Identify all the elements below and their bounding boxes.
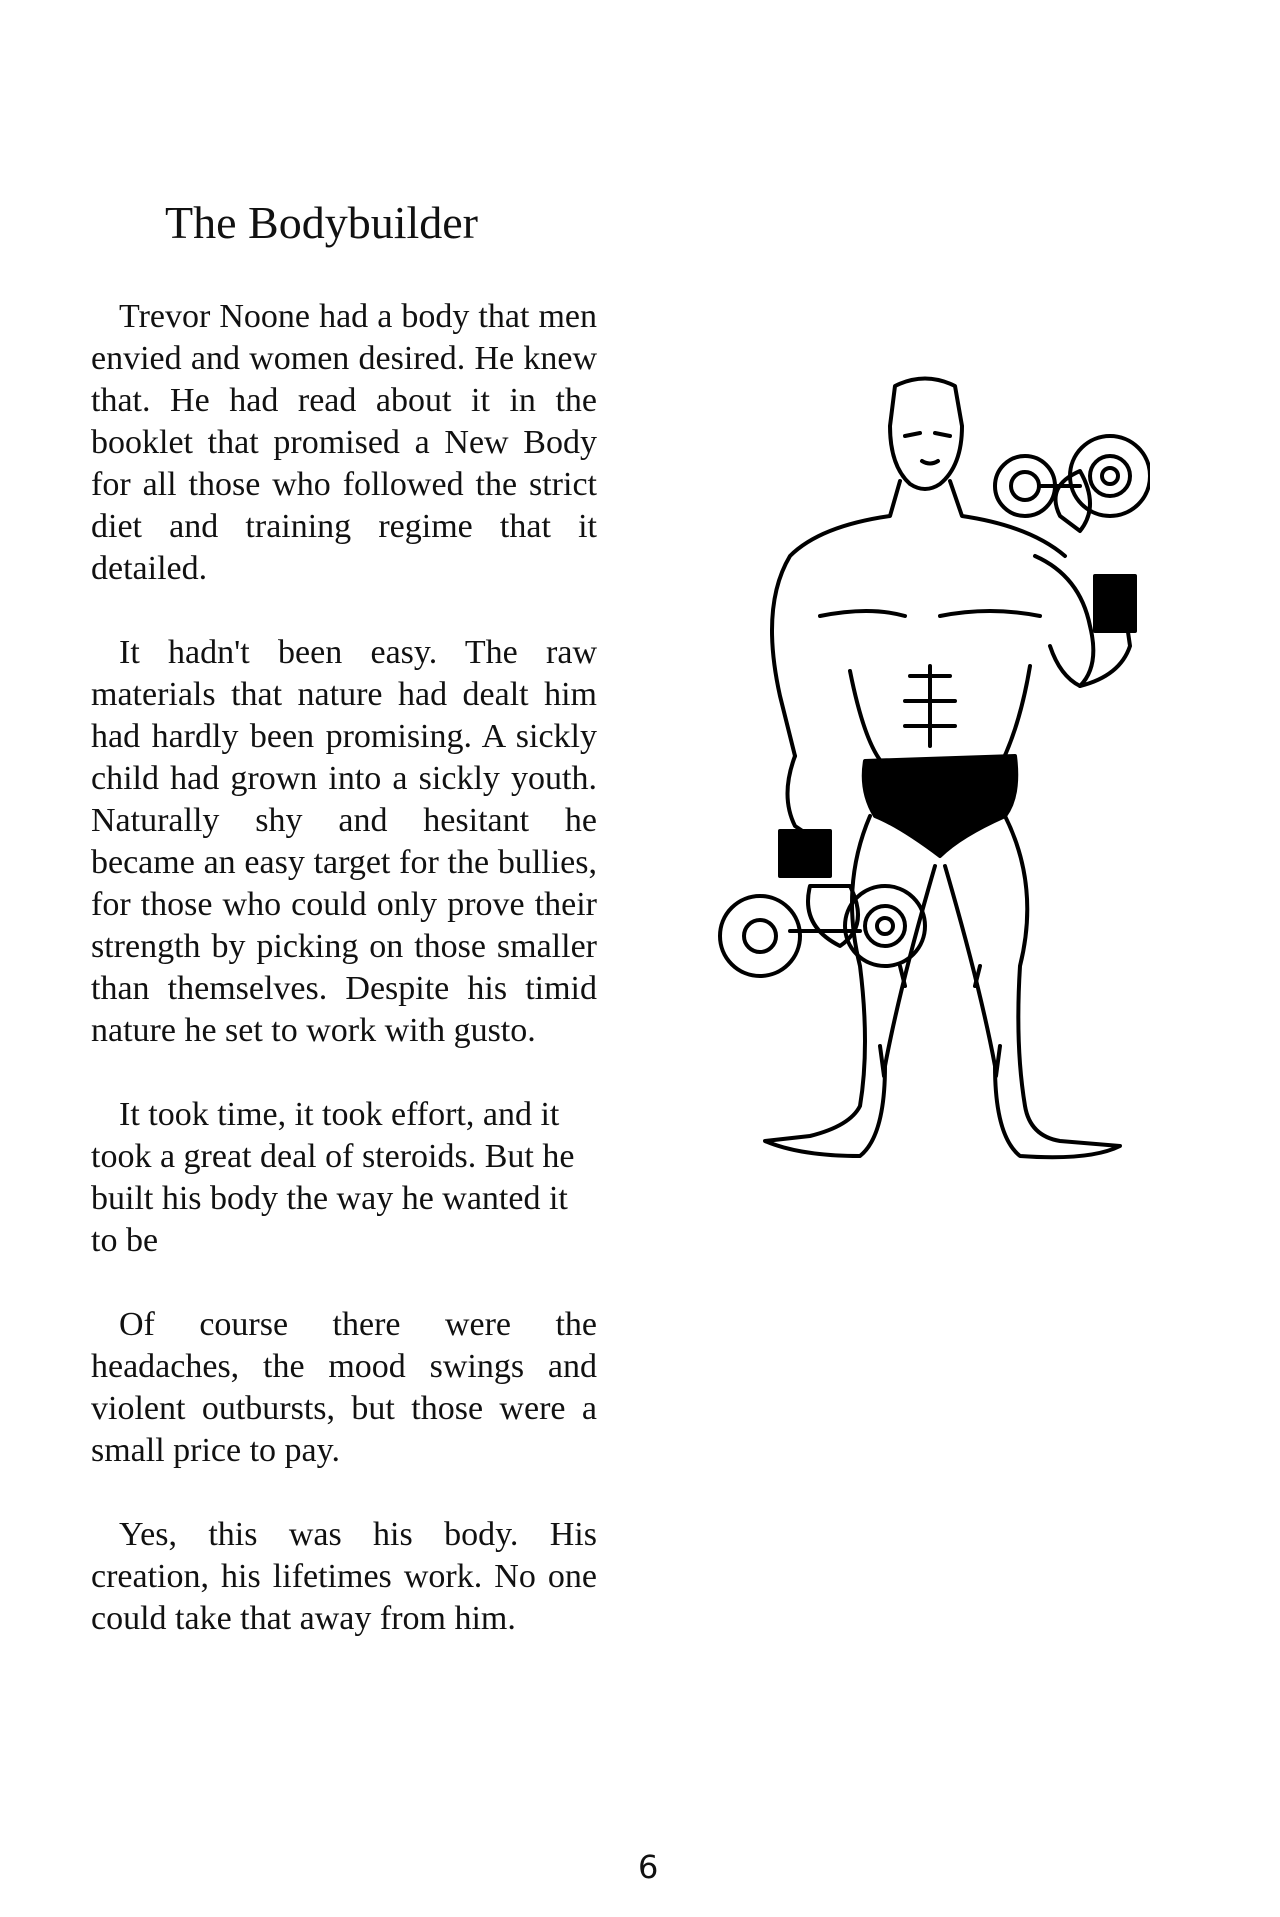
story-text [91,296,597,1682]
paragraph: It hadn't been easy. The raw materials that nature had dealt him had hardly been promising. A sickly child had grown into a sickly youth. Naturally shy and hesitant he became an easy target for the bullies, for those who could only prove their strength by picking on those smaller than themselves. Despite his timid nature he set to work with gusto. [91,634,597,1049]
paragraph: Trevor Noone had a body that men envied and women desired. He knew that. He had read about it in the booklet that promised a New Body for all those who followed the strict diet and training regime that it detailed. [91,298,597,587]
page-title: The Bodybuilder [165,197,478,248]
paragraph: Yes, this was his body. His creation, his lifetimes work. No one could take that away from him. [91,1516,597,1637]
paragraph: It took time, it took effort, and it took a great deal of steroids. But he built his body the way he wanted it to be [91,1096,575,1259]
page-number: 6 [638,1848,659,1886]
paragraph: Of course there were the headaches, the mood swings and violent outbursts, but those were a small price to pay. [91,1306,597,1469]
bodybuilder-illustration [700,366,1150,1196]
